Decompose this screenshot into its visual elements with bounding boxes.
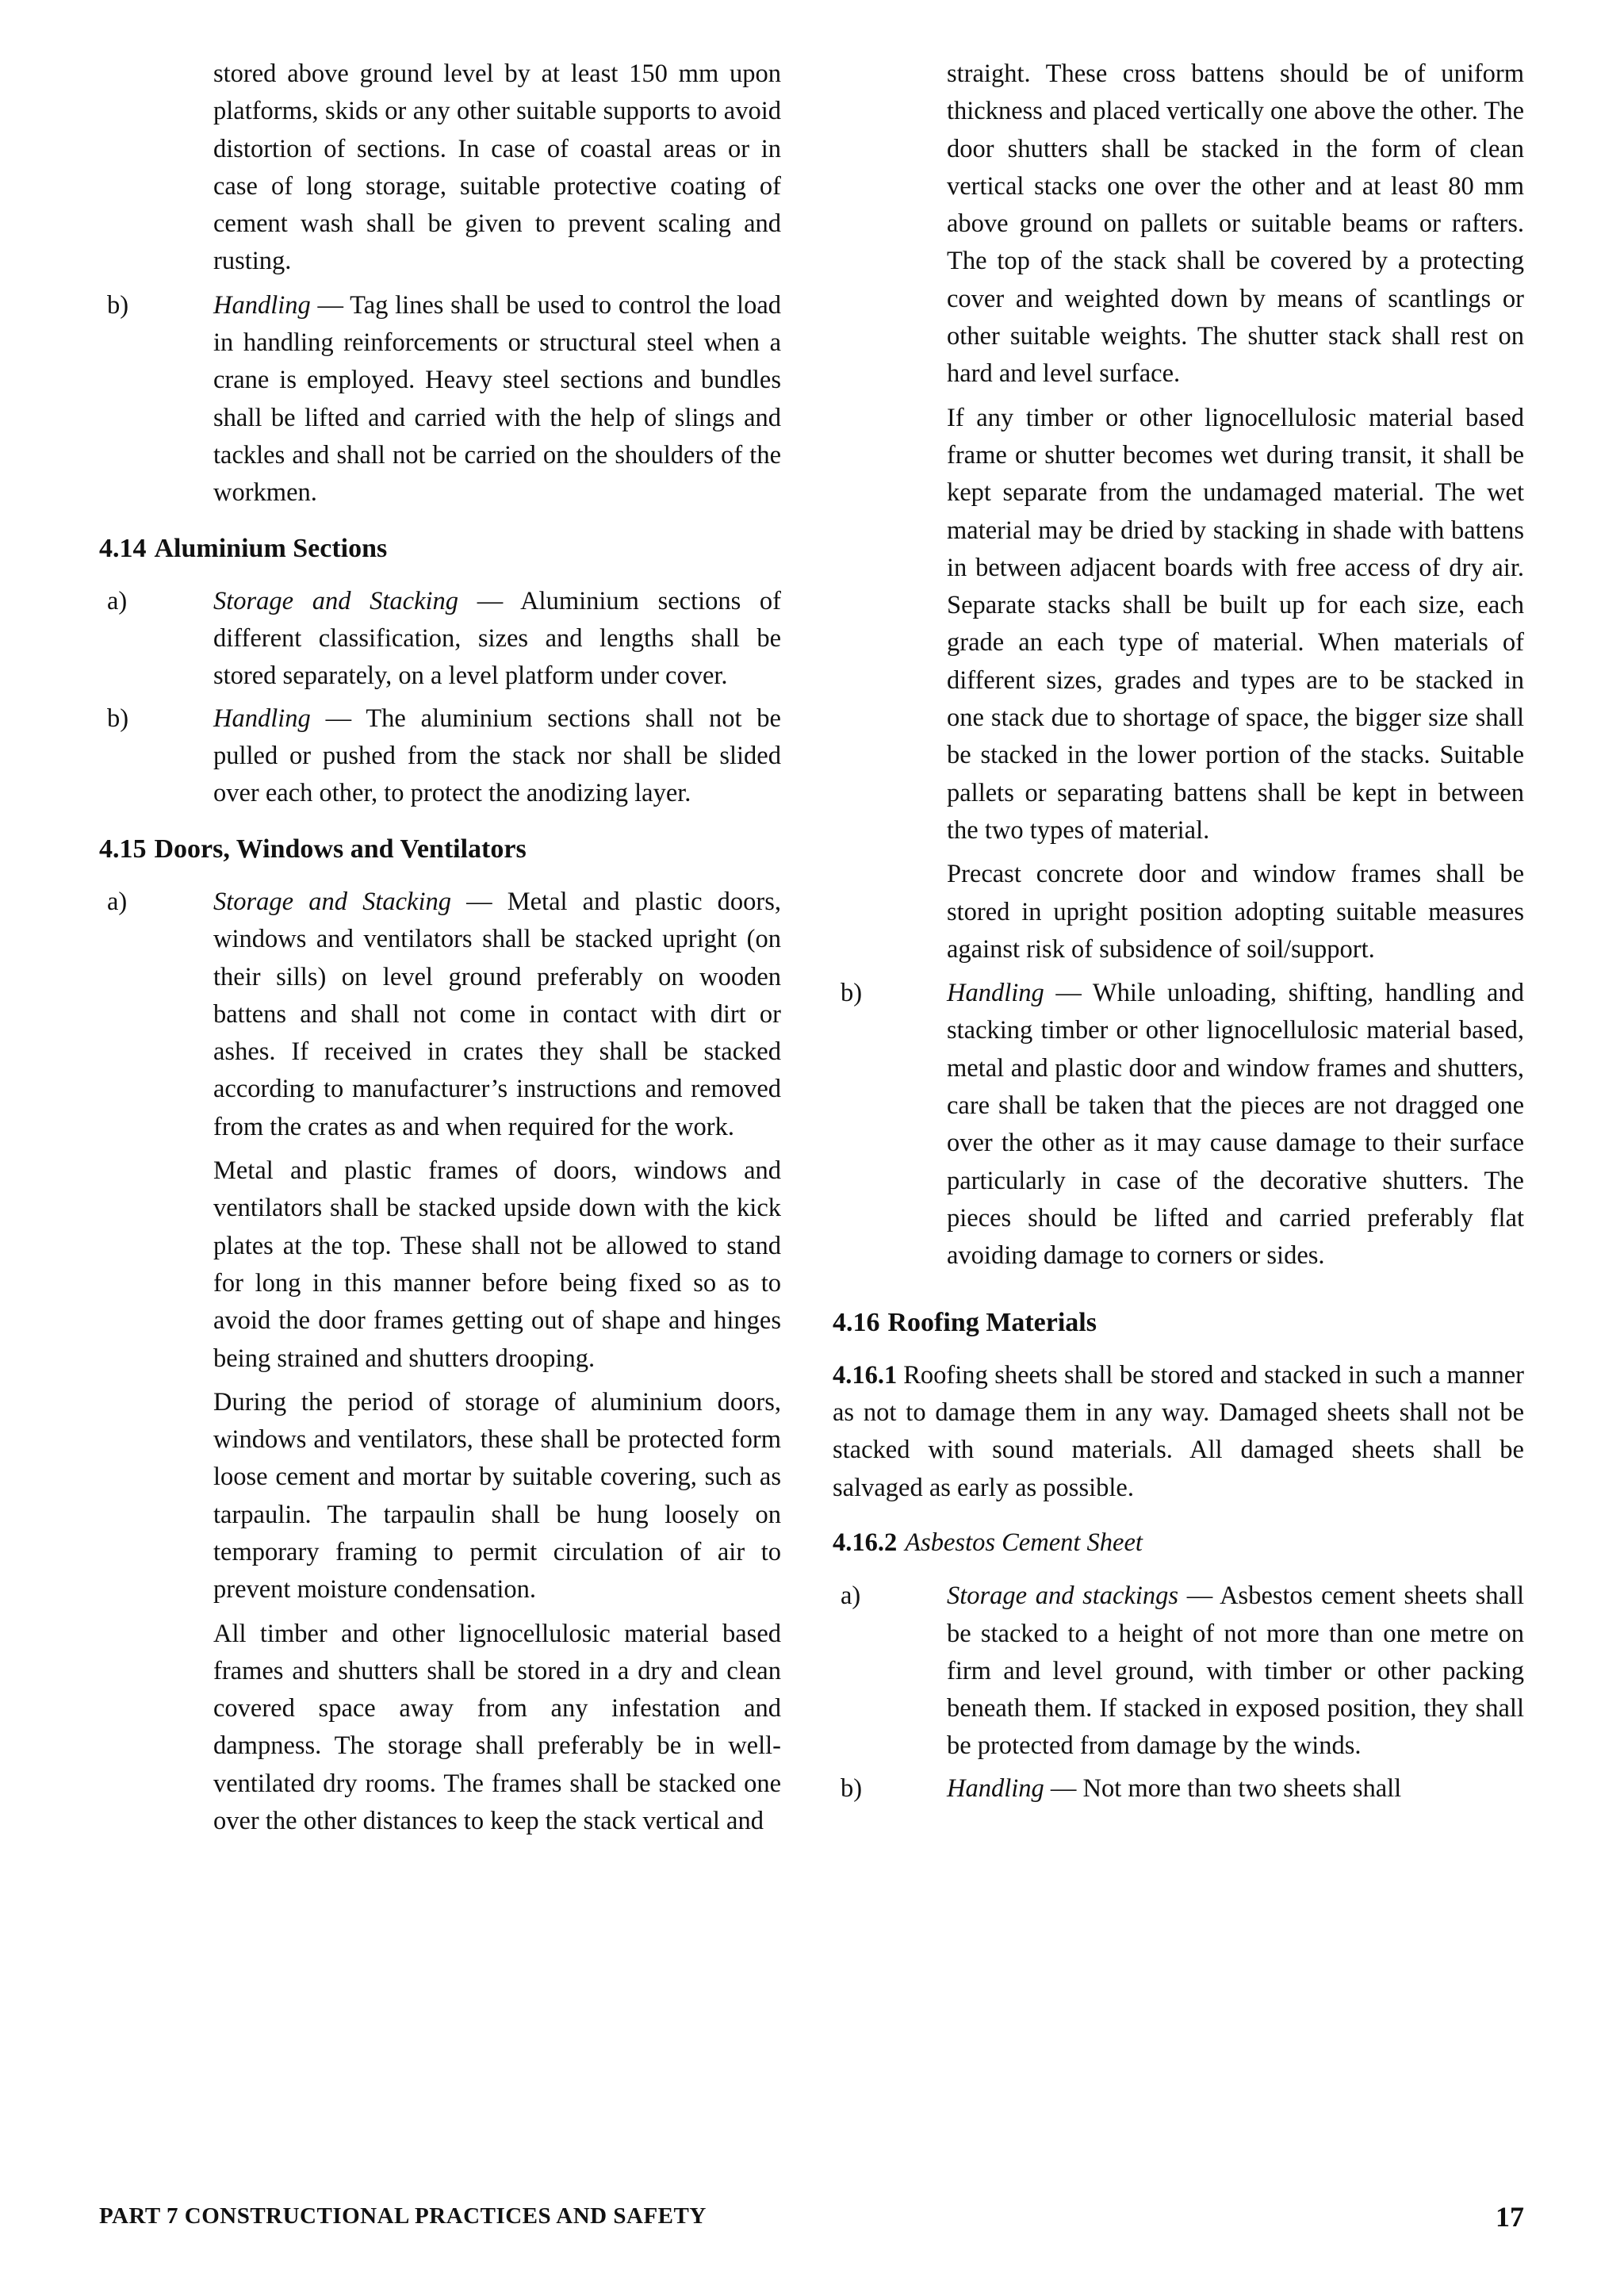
left-column — [99, 56, 781, 1845]
item-text: Tag lines shall be used to control the load in handling reinforcements or structural steel when a crane is employed. Heavy steel sections and bundles shall be lifted and carried with the help of slings and tackles and shall not be carried on the shoulders of the workmen. — [213, 290, 781, 508]
item-title: Handling — [213, 290, 311, 320]
item-text: Not more than two sheets shall — [1082, 1773, 1402, 1803]
item-title: Storage and Stacking — [213, 586, 459, 615]
item-label: b) — [841, 979, 863, 1008]
paragraph: Storage and stackings — Asbestos cement sheets shall be stacked to a height of not more than one metre on firm and level ground, with timber or other packing beneath them. If stacked in exposed position, they shall be protected from damage by the winds. — [947, 1581, 1524, 1761]
list-item — [99, 287, 781, 512]
paragraph: Storage and Stacking — Metal and plastic doors, windows and ventilators shall be stacked upright (on their sills) on level ground preferably on wooden battens and shall not come in contact with dirt or ashes. If received in crates they shall be stacked according to manufacturer’s instructions and removed from the crates as and when required for the work. — [213, 887, 781, 1141]
item-label: b) — [841, 1773, 863, 1803]
footer-part-title: PART 7 CONSTRUCTIONAL PRACTICES AND SAFETY — [99, 2203, 707, 2229]
list-item — [833, 1578, 1524, 1765]
item-text: The aluminium sections shall not be pulled or pushed from the stack nor shall be slided over each other, to protect the anodizing layer. — [213, 704, 781, 808]
list-item — [99, 583, 781, 696]
paragraph: Metal and plastic frames of doors, windows and ventilators shall be stacked upside down with the kick plates at the top. These shall not be allowed to stand for long in this manner before being fixed so as to avoid the door frames getting out of shape and hinges being strained and shutters drooping. — [213, 1156, 781, 1373]
continuation-block — [833, 56, 1524, 968]
paragraph: Handling — Tag lines shall be used to control the load in handling reinforcements or structural steel when a crane is employed. Heavy steel sections and bundles shall be lifted and carried with the help of slings and tackles and shall not be carried on the shoulders of the workmen. — [213, 290, 781, 508]
page-footer — [99, 2203, 1524, 2235]
list-item — [833, 1770, 1524, 1808]
paragraph: All timber and other lignocellulosic material based frames and shutters shall be stored in a dry and clean covered space away from any infestation and dampness. The storage shall preferably be in well-ventilated dry rooms. The frames shall be stacked one over the other distances to keep the stack vertical and — [213, 1619, 781, 1836]
paragraph: Precast concrete door and window frames shall be stored in upright position adopting suitable measures against risk of subsidence of soil/support. — [947, 860, 1524, 964]
item-text: While unloading, shifting, handling and stacking timber or other lignocellulosic material based, metal and plastic door and window frames and shutters, care shall be taken that the pieces are not dragged one over the other as it may cause damage to their surface particularly in case of the decorative shutters. The pieces should be lifted and carried preferably flat avoiding damage to corners or sides. — [947, 979, 1524, 1271]
list-item — [99, 700, 781, 813]
continuation-block — [99, 56, 781, 281]
item-title: Storage and Stacking — [213, 887, 451, 916]
item-title: Storage and stackings — [947, 1581, 1179, 1611]
list-item — [99, 884, 781, 1840]
paragraph: stored above ground level by at least 150 mm upon platforms, skids or any other suitable supports to avoid distortion of sections. In case of coastal areas or in case of long storage, suitable protective coating of cement wash shall be given to prevent scaling and rusting. — [213, 59, 781, 276]
section-heading: 4.16 Roofing Materials — [833, 1307, 1097, 1337]
item-title: Handling — [947, 979, 1044, 1008]
item-label: b) — [107, 290, 129, 320]
item-label: a) — [841, 1581, 861, 1611]
item-text: Metal and plastic doors, windows and ventilators shall be stacked upright (on their sills) on level ground preferably on wooden battens and shall not come in contact with dirt or ashes. If received in crates they shall be stacked according to manufacturer’s instructions and removed from the crates as and when required for the work. — [213, 887, 781, 1141]
paragraph: straight. These cross battens should be of uniform thickness and placed vertically one above the other. The door shutters shall be stacked in the form of clean vertical stacks one over the other and at least 80 mm above ground on pallets or suitable beams or rafters. The top of the stack shall be covered by a protecting cover and weighted down by means of scantlings or other suitable weights. The shutter stack shall rest on hard and level surface. — [947, 59, 1524, 389]
paragraph: Handling — While unloading, shifting, handling and stacking timber or other lignocellulosic material based, metal and plastic door and window frames and shutters, care shall be taken that the pieces are not dragged one over the other as it may cause damage to their surface particularly in case of the decorative shutters. The pieces should be lifted and carried preferably flat avoiding damage to corners or sides. — [947, 979, 1524, 1271]
page-number: 17 — [1496, 2201, 1524, 2233]
paragraph: Handling — The aluminium sections shall not be pulled or pushed from the stack nor shall be slided over each other, to protect the anodizing layer. — [213, 704, 781, 808]
item-title: Handling — [947, 1773, 1044, 1803]
item-title: Handling — [213, 704, 311, 733]
paragraph: If any timber or other lignocellulosic material based frame or shutter becomes wet during transit, it shall be kept separate from the undamaged material. The wet material may be dried by stacking in shade with battens in between adjacent boards with free access of dry air. Separate stacks shall be built up for each size, each grade an each type of material. When materials of different sizes, grades and types are to be stacked in one stack due to shortage of space, the bigger size shall be stacked in the lower portion of the stacks. Suitable pallets or separating battens shall be kept in between the two types of material. — [947, 403, 1524, 845]
list-item — [833, 975, 1524, 1275]
item-label: a) — [107, 586, 128, 615]
right-column — [833, 56, 1524, 1812]
paragraph: Storage and Stacking — Aluminium sections of different classification, sizes and lengths shall be stored separately, on a level platform under cover. — [213, 586, 781, 691]
item-label: a) — [107, 887, 128, 916]
item-label: b) — [107, 704, 129, 733]
item-text: Aluminium sections of different classification, sizes and lengths shall be stored separately, on a level platform under cover. — [213, 586, 781, 691]
clause-4-16-1: 4.16.1 Roofing sheets shall be stored and stacked in such a manner as not to damage them in any way. Damaged sheets shall not be stacked with sound materials. All damaged sheets shall be salvaged as early as possible. — [833, 1360, 1524, 1502]
item-text: Asbestos cement sheets shall be stacked to a height of not more than one metre on firm and level ground, with timber or other packing beneath them. If stacked in exposed position, they shall be protected from damage by the winds. — [947, 1581, 1524, 1761]
paragraph: Handling — Not more than two sheets shall — [947, 1773, 1402, 1803]
section-heading: 4.14 Aluminium Sections — [99, 533, 388, 563]
paragraph: During the period of storage of aluminium doors, windows and ventilators, these shall be protected form loose cement and mortar by suitable covering, such as tarpaulin. The tarpaulin shall be hung loosely on temporary framing to permit circulation of air to prevent moisture condensation. — [213, 1387, 781, 1604]
subsection-heading: 4.16.2 Asbestos Cement Sheet — [833, 1528, 1143, 1557]
section-heading: 4.15 Doors, Windows and Ventilators — [99, 834, 527, 864]
